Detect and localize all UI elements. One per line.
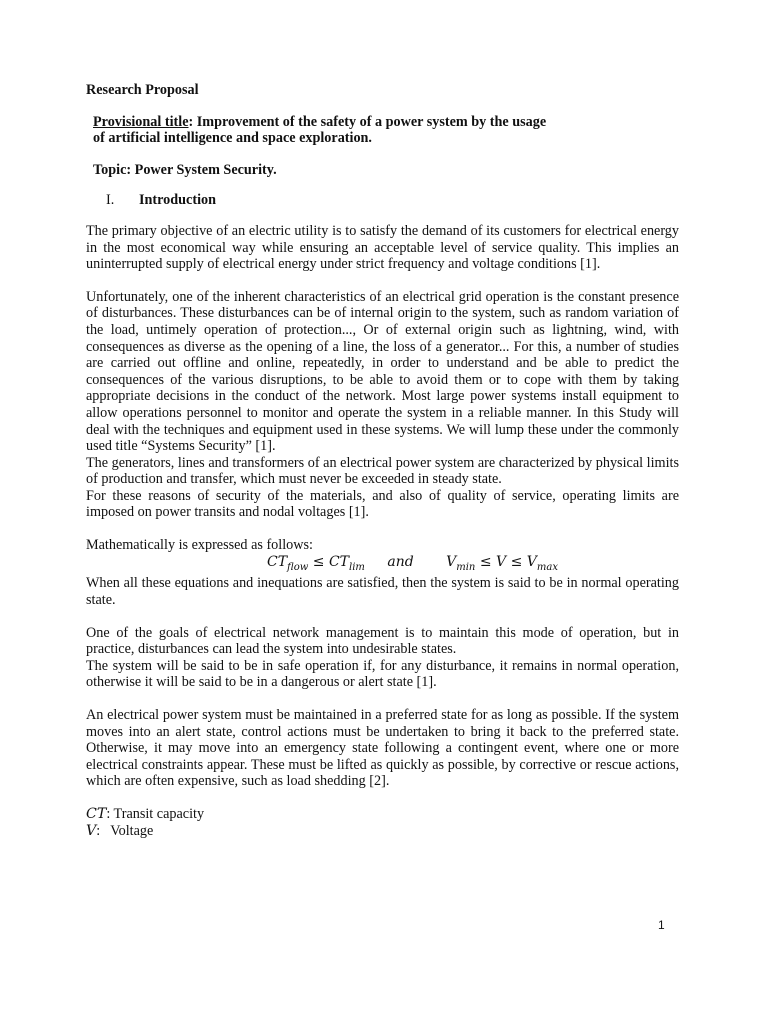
paragraph-8: The system will be said to be in safe operation if, for any disturbance, it remains in normal operation, otherwise it will be said to be in a dangerous or alert state [1]. [86, 657, 679, 691]
paragraph-9: An electrical power system must be maintained in a preferred state for as long as possible. If the system moves into an alert state, control actions must be undertaken to bring it back to the preferred state. Otherwise, it may move into an emergency state following a contingent event, where one or more electrical constraints appear. These must be lifted as quickly as possible, by corrective or rescue actions, which are often expensive, such as load shedding [2]. [86, 707, 679, 790]
document-body [86, 82, 679, 839]
paragraph-4: For these reasons of security of the materials, and also of quality of service, operating limits are imposed on power transits and nodal voltages [1]. [86, 487, 679, 521]
math-leq-3: ≤ [510, 553, 523, 570]
definition-v [86, 823, 679, 840]
math-sub-flow: flow [287, 561, 309, 573]
math-leq-2: ≤ [479, 553, 492, 570]
provisional-title [93, 114, 679, 147]
paragraph-2: Unfortunately, one of the inherent characteristics of an electrical grid operation is the constant presence of disturbances. These disturbances can be of internal origin to the system, such as random variation of the load, untimely operation of protection..., Or of external origin such as lightning, wind, with consequences as diverse as the opening of a line, the loss of a generator... For this, a number of studies are carried out offline and online, repeatedly, in order to understand and be able to predict the consequences of the various disruptions, to be able to avoid them or to cope with them by taking appropriate decisions in the conduct of the network. Most large power systems install equipment to allow operations personnel to monitor and operate the system in a reliable manner. In this Study will deal with the techniques and equipment used in these systems. We will lump these under the commonly used title “Systems Security” [1]. [86, 288, 679, 455]
math-ct-2: CT [328, 553, 349, 570]
math-v: V [446, 553, 457, 570]
definition-v-symbol: V [86, 822, 97, 839]
definition-v-colon: : [96, 822, 101, 839]
provisional-title-label: Provisional title [93, 113, 189, 130]
topic-line: Topic: Power System Security. [93, 161, 277, 178]
paragraph-6: When all these equations and inequations are satisfied, then the system is said to be in normal operating state. [86, 575, 679, 609]
page-number: 1 [658, 918, 665, 932]
definition-ct [86, 806, 679, 823]
math-sub-min: min [456, 561, 476, 573]
math-inequality [86, 554, 679, 576]
document-heading: Research Proposal [86, 82, 199, 98]
math-and: and [387, 553, 414, 570]
math-sub-lim: lim [349, 561, 365, 573]
math-v-3: V [526, 553, 537, 570]
paragraph-7: One of the goals of electrical network management is to maintain this mode of operation, but in practice, disturbances can lead the system into undesirable states. [86, 624, 679, 658]
section-heading [86, 192, 679, 209]
math-v-2: V [496, 553, 507, 570]
paragraph-1: The primary objective of an electric utility is to satisfy the demand of its customers for electrical energy in the most economical way while ensuring an acceptable level of service quality. This implies an uninterrupted supply of electrical energy under strict frequency and voltage conditions [1]. [86, 222, 679, 273]
paragraph-5: Mathematically is expressed as follows: [86, 537, 313, 554]
provisional-title-continuation: of artificial intelligence and space exploration. [93, 130, 372, 147]
section-number: I. [106, 192, 115, 209]
definition-v-text: Voltage [110, 822, 154, 839]
definition-ct-text: : Transit capacity [106, 805, 205, 822]
paragraph-3: The generators, lines and transformers of an electrical power system are characterized by physical limits of production and transfer, which must never be exceeded in steady state. [86, 454, 679, 488]
math-leq: ≤ [312, 553, 325, 570]
math-ct: CT [266, 553, 288, 570]
definition-ct-symbol: CT [86, 805, 107, 822]
provisional-title-text: : Improvement of the safety of a power system by the usage [188, 113, 547, 130]
math-sub-max: max [536, 561, 558, 573]
section-title: Introduction [139, 192, 216, 209]
